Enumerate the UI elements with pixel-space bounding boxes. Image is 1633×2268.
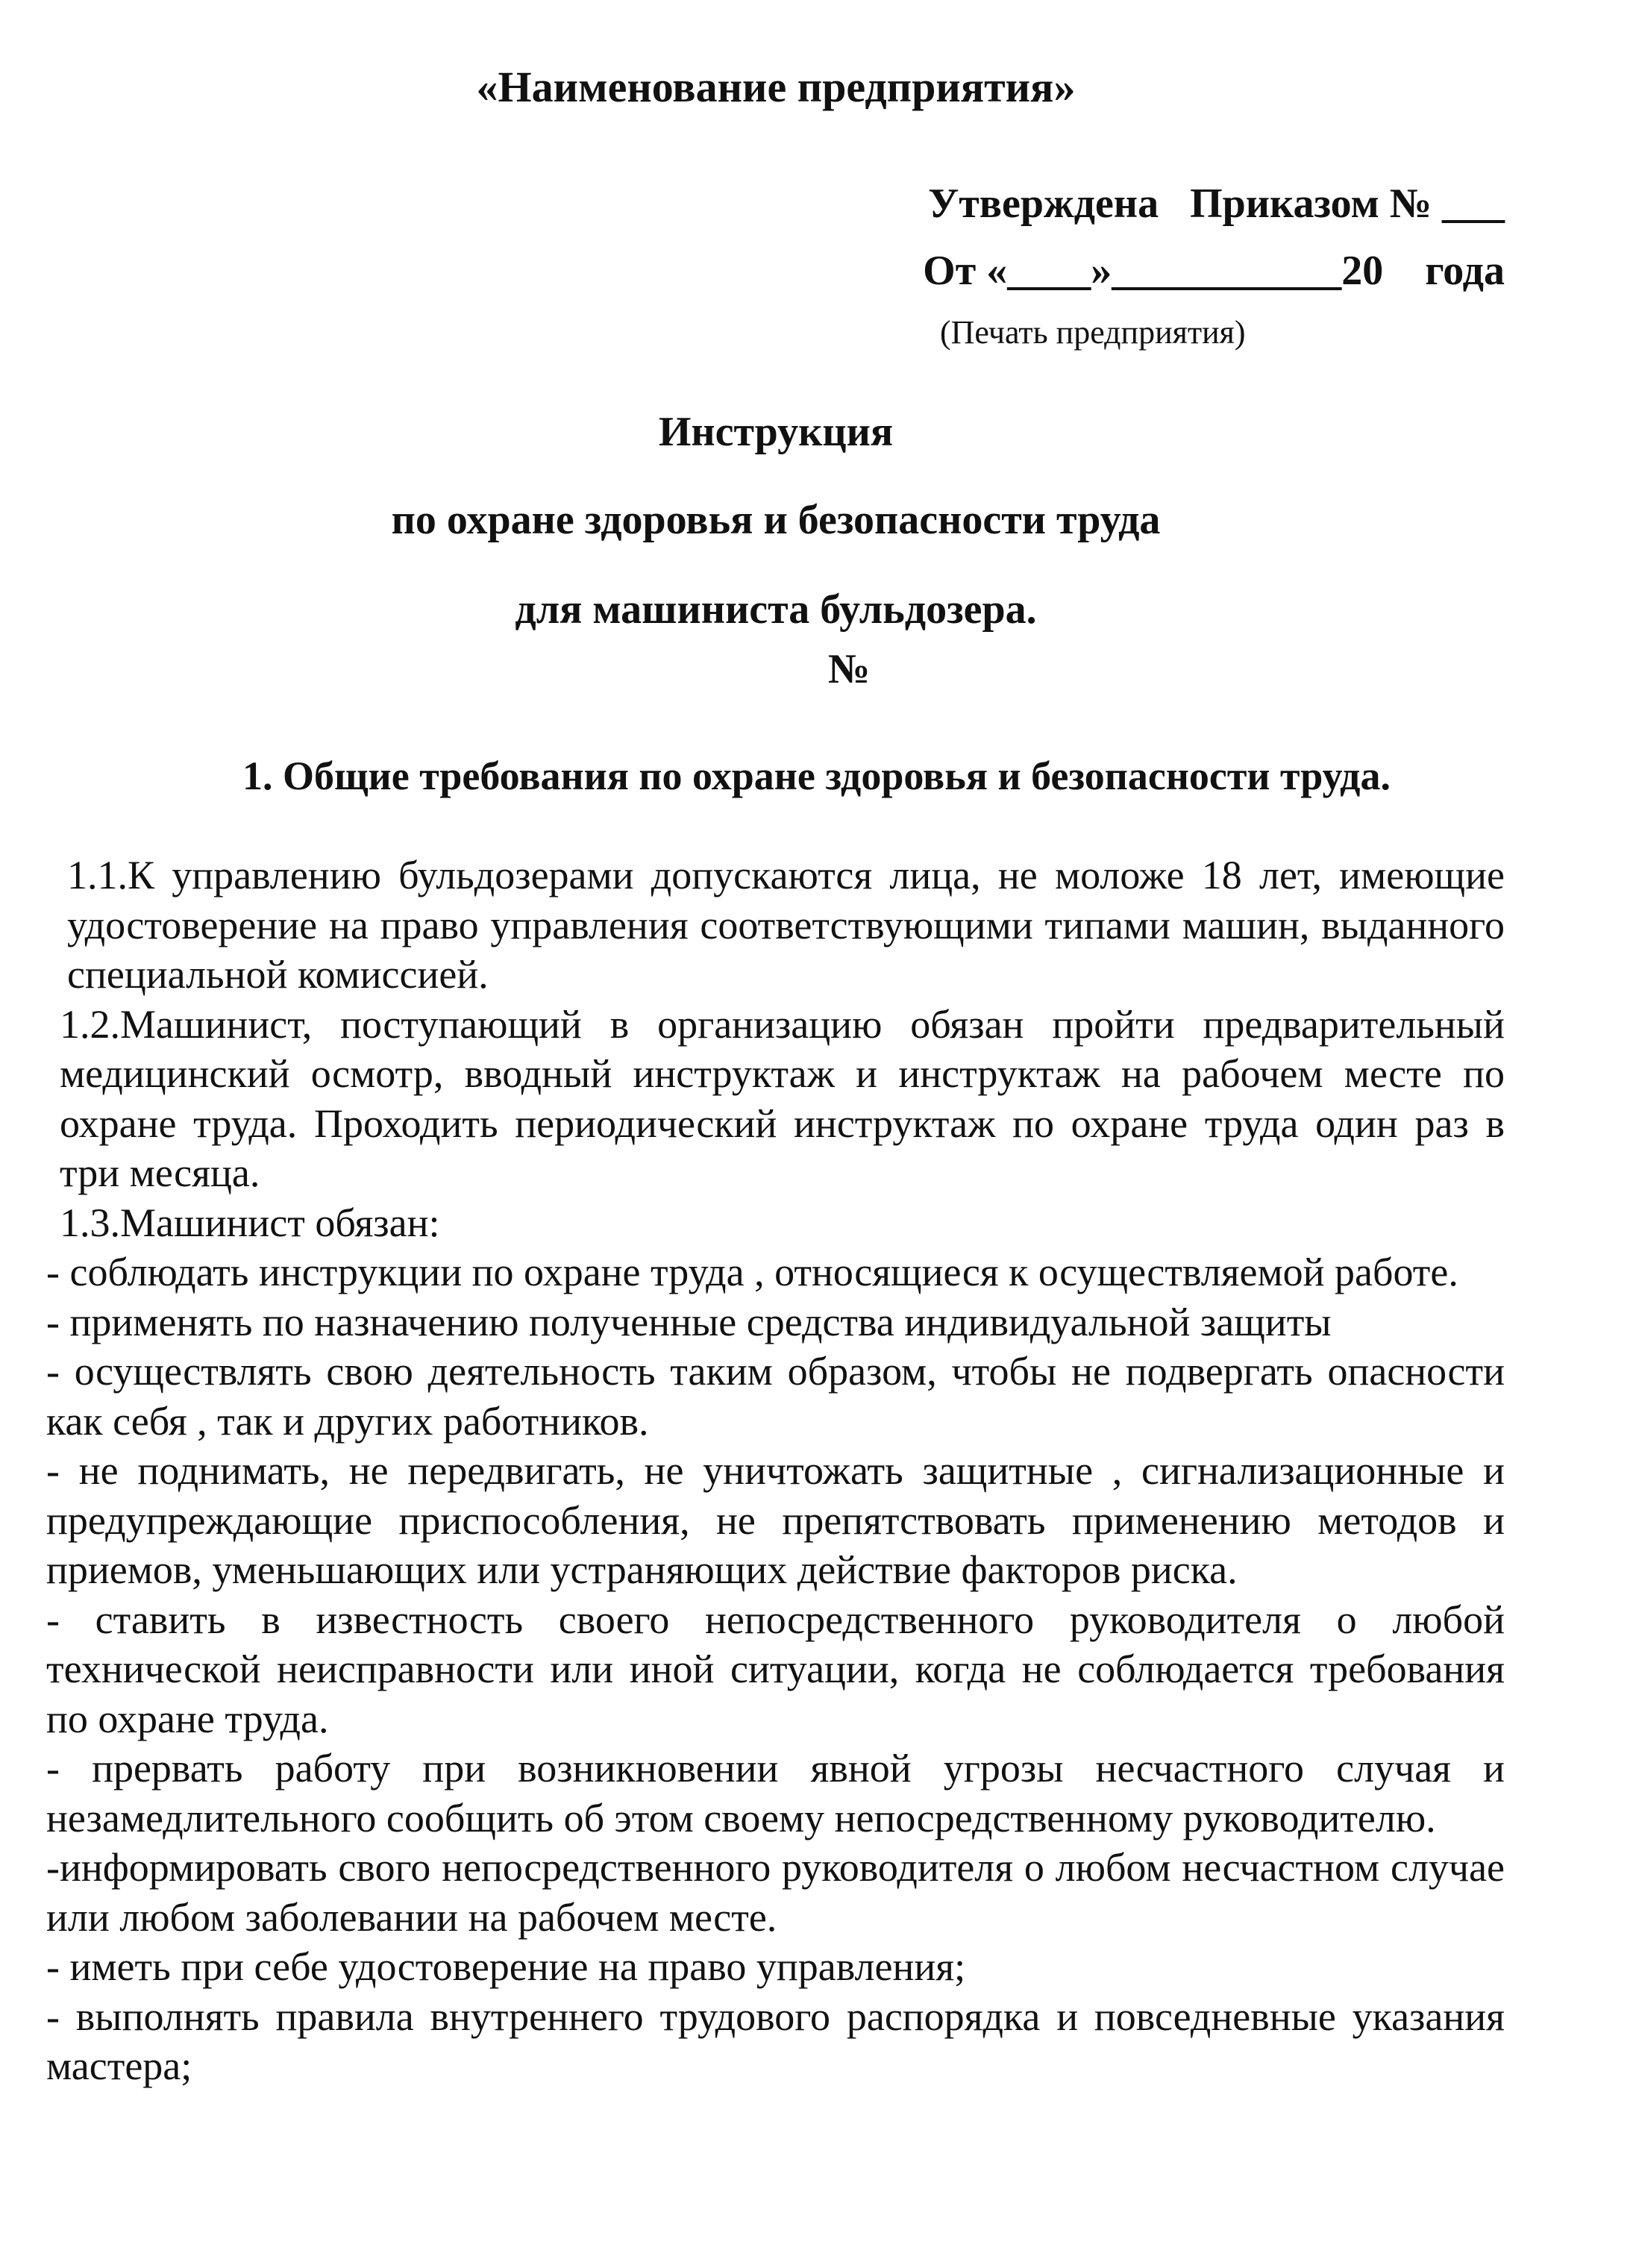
list-item: - применять по назначению полученные средства индивидуальной защиты xyxy=(46,1299,1332,1344)
document-number: № xyxy=(827,646,871,692)
list-item: - выполнять правила внутреннего трудового распорядка и повседневные указания мастера; xyxy=(46,1993,1505,2088)
list-item: - иметь при себе удостоверение на право управления; xyxy=(46,1944,966,1989)
paragraph: 1.1.К управлению бульдозерами допускаются лица, не моложе 18 лет, имеющие удостоверение на право управления соответствующими типами машин, выданного специальной комиссией. xyxy=(67,853,1505,997)
list-item: -информировать свого непосредственного руководителя о любом несчастном случае или любом заболевании на рабочем месте. xyxy=(46,1845,1505,1940)
list-item: - прервать работу при возникновении явной угрозы несчастного случая и незамедлительного сообщить об этом своему непосредственному руководителю. xyxy=(46,1746,1505,1841)
seal-note: (Печать предприятия) xyxy=(940,314,1246,351)
approval-line-order: Утверждена Приказом № ___ xyxy=(928,181,1505,227)
approval-line-date: От «____»___________20 года xyxy=(923,248,1505,294)
paragraph: 1.2.Машинист, поступающий в организацию обязан пройти предварительный медицинский осмотр, вводный инструктаж и инструктаж на рабочем месте по охране труда. Проходить периодический инструктаж по охране труда один раз в три месяца. xyxy=(60,1001,1505,1195)
document-subtitle-role: для машиниста бульдозера. xyxy=(515,586,1037,633)
approval-stamp-block xyxy=(923,170,1505,304)
list-item: - соблюдать инструкции по охране труда , относящиеся к осуществляемой работе. xyxy=(46,1250,1458,1294)
section-body xyxy=(46,850,1505,2091)
document-title: Инструкция xyxy=(658,409,894,455)
organization-name: «Наименование предприятия» xyxy=(476,63,1076,111)
list-item: - не поднимать, не передвигать, не уничтожать защитные , сигнализационные и предупреждающие приспособления, не препятствовать применению методов и приемов, уменьшающих или устраняющих действие факторов риска. xyxy=(46,1448,1505,1592)
document-subtitle: по охране здоровья и безопасности труда xyxy=(391,497,1161,543)
list-item: - ставить в известность своего непосредственного руководителя о любой технической неисправности или иной ситуации, когда не соблюдается требования по охране труда. xyxy=(46,1597,1505,1741)
list-item: - осуществлять свою деятельность таким образом, чтобы не подвергать опасности как себя , так и других работников. xyxy=(46,1349,1505,1444)
section-heading: 1. Общие требования по охране здоровья и безопасности труда. xyxy=(242,754,1391,798)
paragraph: 1.3.Машинист обязан: xyxy=(60,1200,440,1245)
